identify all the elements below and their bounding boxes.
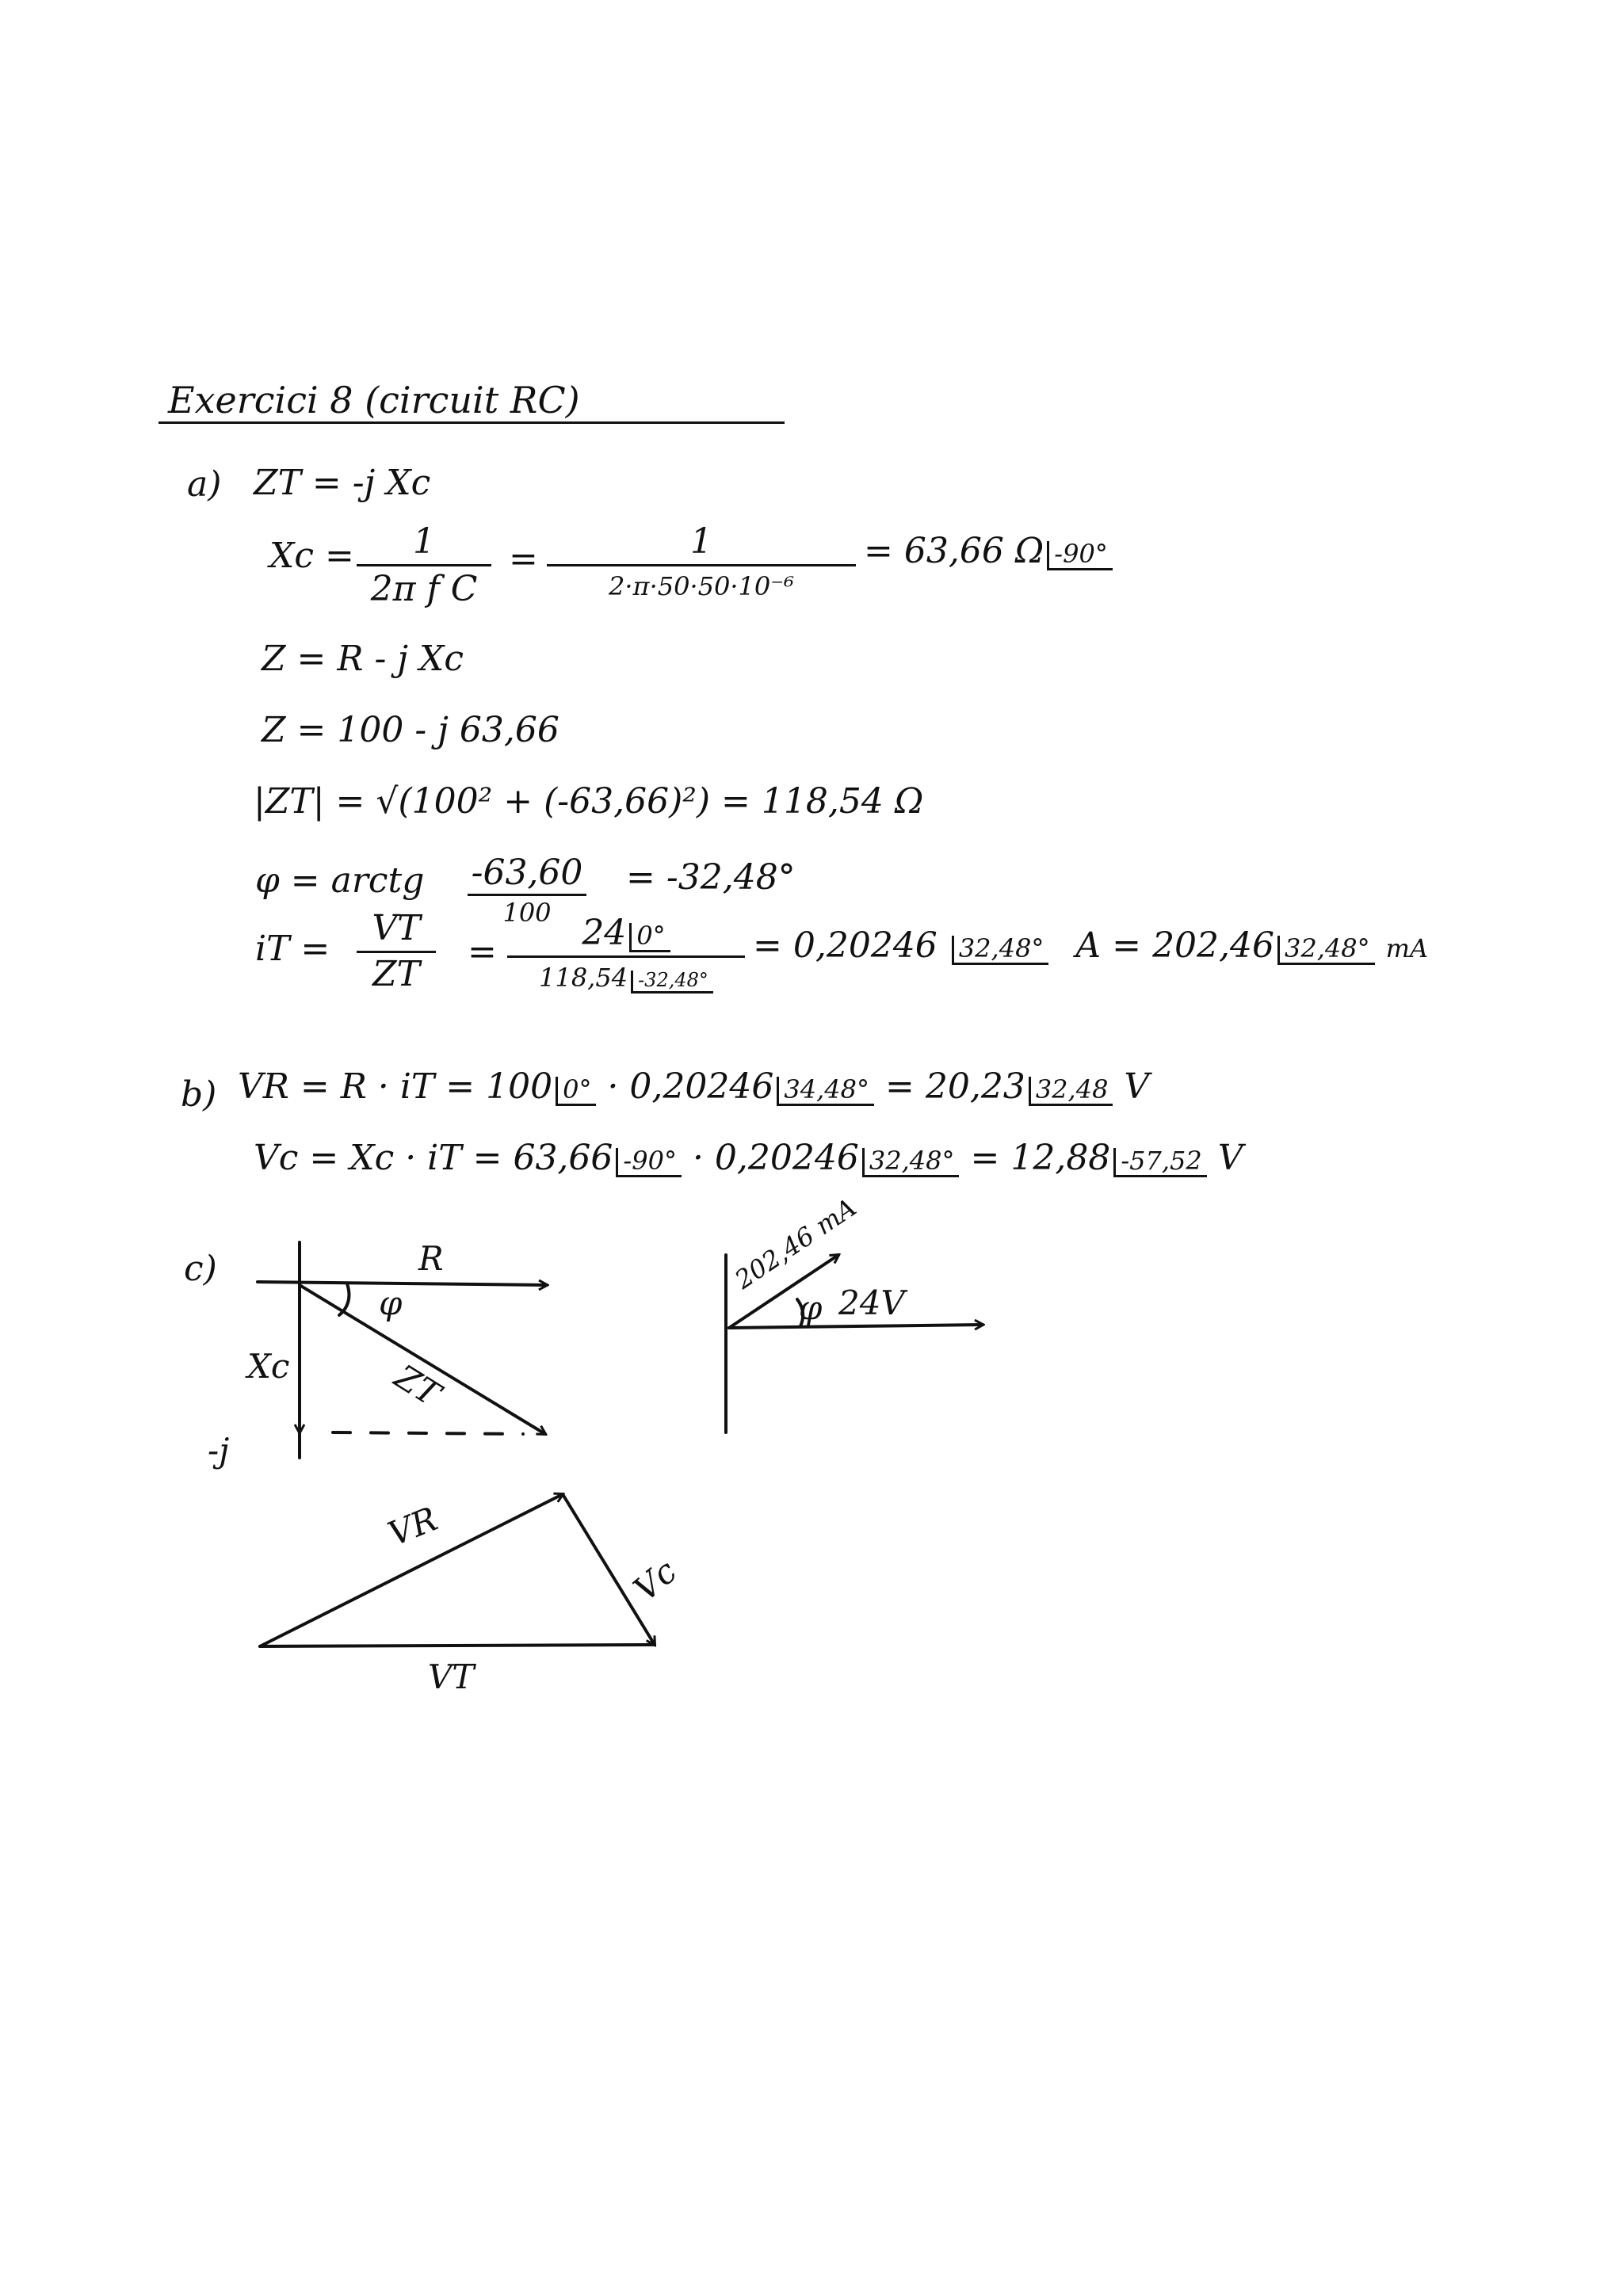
vr-current: · 0,20246 [607,1066,774,1107]
voltage-label: 24V [838,1283,905,1322]
r-label: R [418,1239,444,1278]
it-denominator: ZT [372,954,420,994]
vc-angle3: -57,52 [1113,1148,1206,1177]
it-numerator2-value: 24 [582,913,627,953]
xc-label: Xc [247,1347,290,1386]
exercise-title: Exercici 8 (circuit RC) [168,379,580,421]
z-definition: Z = R - j Xc [262,639,464,679]
vc-label: Vc [626,1551,684,1609]
it-result2: 202,46 [1152,925,1275,966]
it-lhs: iT = [255,929,330,969]
vr-result: = 20,23 [884,1066,1025,1107]
it-result1-angle: 32,48° [952,936,1049,965]
vr-label: VR [382,1499,443,1554]
it-unit1: A = [1075,925,1142,966]
it-equals: = [468,932,497,972]
current-label: 202,46 mA [729,1192,862,1295]
phi-result: = -32,48° [626,857,796,898]
xc-lhs: Xc = [269,536,354,576]
it-denominator2-value: 118,54 [539,963,628,993]
phi-label-phasor: φ [799,1288,823,1327]
vr-angle3: 32,48 [1029,1077,1113,1106]
it-numerator: VT [372,908,421,948]
part-b-label: b) [181,1074,217,1115]
phi-denominator: 100 [502,898,552,928]
it-result1: = 0,20246 [753,925,938,966]
xc-fraction1-numerator: 1 [413,521,435,562]
vr-angle2: 34,48° [777,1077,874,1106]
part-a-label: a) [187,464,222,505]
part-c-label: c) [184,1249,217,1289]
vr-angle1: 0° [556,1077,596,1106]
vc-result: = 12,88 [970,1138,1111,1178]
xc-fraction2-numerator: 1 [690,521,712,562]
vc-unit: V [1217,1138,1243,1178]
zt-label: ZT [388,1356,448,1414]
vc-expression: Vc = Xc · iT = 63,66 [254,1138,613,1178]
vt-vector [260,1645,655,1646]
it-denominator2-angle: -32,48° [631,971,713,994]
it-numerator2-angle: 0° [629,923,670,952]
it-result2-angle: 32,48° [1277,936,1375,965]
vc-angle2: 32,48° [862,1148,960,1177]
vr-unit: V [1124,1066,1150,1107]
phi-numerator: -63,60 [471,852,583,893]
vc-angle1: -90° [616,1148,682,1177]
zt-definition: ZT = -j Xc [254,463,431,503]
xc-result-angle: -90° [1047,541,1113,570]
vt-label: VT [428,1657,475,1696]
xc-equals: = [509,539,538,579]
phi-label-impedance: φ [379,1283,403,1322]
xc-result-value: = 63,66 Ω [864,531,1044,571]
it-unit2: mA [1385,933,1429,963]
vc-current: · 0,20246 [692,1138,859,1178]
j-label: -j [208,1431,230,1470]
xc-fraction1-denominator: 2π f C [370,569,478,609]
zt-magnitude: |ZT| = √(100² + (-63,66)²) = 118,54 Ω [254,781,924,822]
dashed-projection [333,1432,523,1434]
z-value: Z = 100 - j 63,66 [262,710,559,750]
phi-lhs: φ = arctg [255,860,425,901]
voltage-phasor [729,1325,983,1328]
vr-expression: VR = R · iT = 100 [238,1066,553,1107]
xc-fraction2-denominator: 2·π·50·50·10⁻⁶ [609,571,794,601]
